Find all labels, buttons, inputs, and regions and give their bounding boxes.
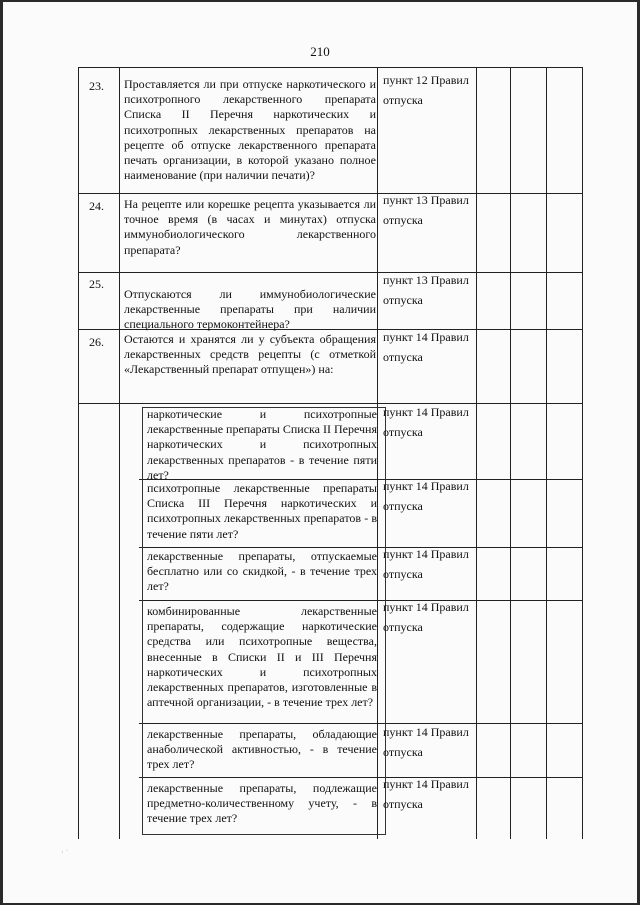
subrow-reference: пункт 14 Правил отпуска	[383, 725, 469, 759]
row-reference: пункт 14 Правил отпуска	[383, 330, 469, 364]
subrow-reference: пункт 14 Правил отпуска	[383, 405, 469, 439]
subrow-question: психотропные лекарственные препараты Списка III Перечня наркотических и психотропных лекарственных препаратов - в течение пяти лет?	[147, 481, 377, 541]
subrow-question: лекарственные препараты, отпускаемые бесплатно или со скидкой, - в течение трех лет?	[147, 549, 377, 594]
row-border	[79, 193, 582, 194]
row-question: Остаются и хранятся ли у субъекта обращения лекарственных средств рецепты (с отметкой «Лекарственный препарат отпущен») на:	[124, 332, 376, 377]
row-number: 25.	[89, 277, 104, 291]
row-number: 23.	[89, 79, 104, 93]
document-page	[3, 2, 637, 903]
row-question: Отпускаются ли иммунобиологические лекарственные препараты при наличии специального термоконтейнера?	[124, 287, 376, 332]
subrow-question: комбинированные лекарственные препараты, содержащие наркотические средства или психотропные вещества, внесенные в Списки II и III Перечня наркотических и психотропных лекарственных препаратов, изготовленные в аптечной организации, - в течение трех лет?	[147, 604, 377, 710]
subrow-question: лекарственные препараты, обладающие анаболической активностью, - в течение трех лет?	[147, 727, 377, 772]
row-number: 24.	[89, 199, 104, 213]
subrow-reference: пункт 14 Правил отпуска	[383, 600, 469, 634]
row-question: Проставляется ли при отпуске наркотического и психотропного лекарственного препарата Списка II Перечня наркотических и психотропных лекарственных препаратов на рецепте об отпуске лекарственного препарата печать организации, в которой указано полное наименование (при наличии печати)?	[124, 77, 376, 183]
row-border-top	[79, 67, 582, 68]
row-reference: пункт 12 Правил отпуска	[383, 73, 469, 107]
subrow-question: лекарственные препараты, подлежащие предметно-количественному учету, - в течение трех лет?	[147, 781, 377, 826]
subrow-reference: пункт 14 Правил отпуска	[383, 777, 469, 811]
column-divider-number	[119, 67, 120, 839]
checklist-table	[78, 67, 583, 839]
row-reference: пункт 13 Правил отпуска	[383, 193, 469, 227]
subrow-reference: пункт 14 Правил отпуска	[383, 547, 469, 581]
row-reference: пункт 13 Правил отпуска	[383, 273, 469, 307]
scan-specks: · ˙	[61, 848, 69, 857]
row-question: На рецепте или корешке рецепта указывается ли точное время (в часах и минутах) отпуска иммунобиологического лекарственного препарата?	[124, 197, 376, 257]
page-number: 210	[310, 44, 330, 59]
row-border	[79, 403, 582, 404]
row-number: 26.	[89, 335, 104, 349]
row-border	[79, 272, 582, 273]
subrow-question: наркотические и психотропные лекарственные препараты Списка II Перечня наркотических и психотропных лекарственных препаратов - в течение пяти лет?	[147, 407, 377, 482]
subrow-reference: пункт 14 Правил отпуска	[383, 479, 469, 513]
